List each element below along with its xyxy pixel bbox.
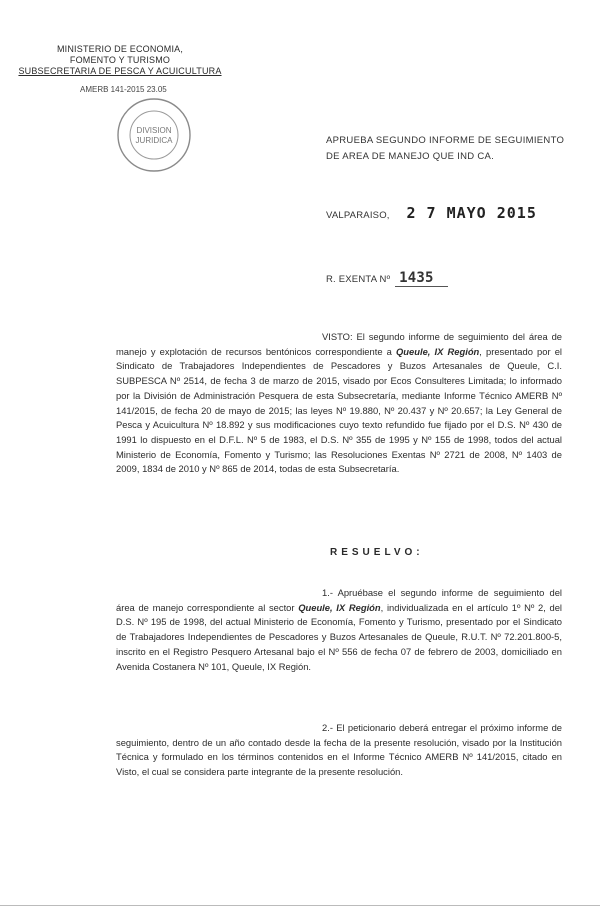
seal-center-line-1: DIVISION bbox=[136, 126, 172, 135]
city: VALPARAISO, bbox=[326, 210, 390, 221]
letterhead bbox=[0, 44, 240, 77]
date-line bbox=[326, 204, 537, 222]
ministry-line-1: MINISTERIO DE ECONOMIA, bbox=[56, 44, 184, 54]
visto-paragraph bbox=[116, 330, 562, 477]
resolution-subject: APRUEBA SEGUNDO INFORME DE SEGUIMIENTO DE AREA DE MANEJO QUE IND CA. bbox=[326, 135, 565, 162]
division-juridica-seal bbox=[115, 96, 193, 174]
item1-text-2: , individualizada en el artículo 1º Nº 2, del D.S. Nº 195 de 1998, del actual Ministerio de Economía, Fomento y Turismo, presentado por el Sindicato de Trabajadores Independientes de Pescadores y Buzos Artesanales de Queule, R.U.T. Nº 72.201.800-5, inscrito en el Registro Pesquero Artesanal bajo el Nº 556 de fecha 07 de febrero de 2003, domiciliado en Avenida Costanera Nº 101, Queule, IX Región. bbox=[116, 601, 562, 672]
ministry-line-2: FOMENTO Y TURISMO bbox=[69, 55, 171, 65]
resolution-number: 1435 bbox=[395, 270, 448, 287]
resuelvo-heading: RESUELVO: bbox=[330, 547, 424, 558]
visto-text-2: , presentado por el Sindicato de Trabajadores Independientes de Pescadores y Buzos Artesanales de Queule, C.I. SUBPESCA Nº 2514, de fecha 3 de marzo de 2015, visado por Ecos Consulteres Limitada; lo informado por la División de Administración Pesquera de esta Subsecretaría, mediante Informe Técnico AMERB Nº 141/2015, de fecha 20 de mayo de 2015; las leyes Nº 19.880, Nº 20.437 y Nº 20.657; la Ley General de Pesca y Acuicultura Nº 18.892 y sus modificaciones cuyo texto refundido fue fijado por el D.S. Nº 430 de 1991 lo dispuesto en el D.F.L. Nº 5 de 1983, el D.S. Nº 355 de 1995 y Nº 155 de 1998, todos del actual Ministerio de Economía, Fomento y Turismo; las Resoluciones Exentas Nº 2721 de 2008, Nº 1403 de 2009, 1834 de 2010 y Nº 865 de 2014, todas de esta Subsecretaría. bbox=[116, 345, 563, 475]
seal-center-line-2: JURIDICA bbox=[135, 136, 173, 145]
resuelvo-item-1 bbox=[116, 586, 562, 674]
reference-code: AMERB 141-2015 23.05 bbox=[80, 85, 167, 94]
visto-sector: Queule, IX Región bbox=[396, 345, 480, 357]
resolution-number-line bbox=[326, 270, 448, 286]
resuelvo-item-2 bbox=[116, 721, 562, 780]
page-bottom-rule bbox=[0, 905, 600, 906]
visto-text-1: VISTO: El segundo informe de seguimiento del área de manejo y explotación de recursos bentónicos correspondiente a bbox=[116, 331, 562, 357]
exenta-label: R. EXENTA Nº bbox=[326, 274, 391, 285]
item2-text: 2.- El peticionario deberá entregar el próximo informe de seguimiento, dentro de un año contado desde la fecha de la presente resolución, visado por la Institución Técnica y formulado en los términos contenidos en el Informe Técnico AMERB Nº 141/2015, citado en Visto, el cual se considera parte integrante de la presente resolución. bbox=[116, 722, 562, 778]
stamped-date: 2 7 MAYO 2015 bbox=[406, 204, 537, 222]
subsecretaria-line: SUBSECRETARIA DE PESCA Y ACUICULTURA bbox=[18, 66, 222, 76]
item1-sector: Queule, IX Región bbox=[298, 601, 381, 613]
item1-text-1: 1.- Apruébase el segundo informe de seguimiento del área de manejo correspondiente al sector bbox=[116, 587, 562, 613]
